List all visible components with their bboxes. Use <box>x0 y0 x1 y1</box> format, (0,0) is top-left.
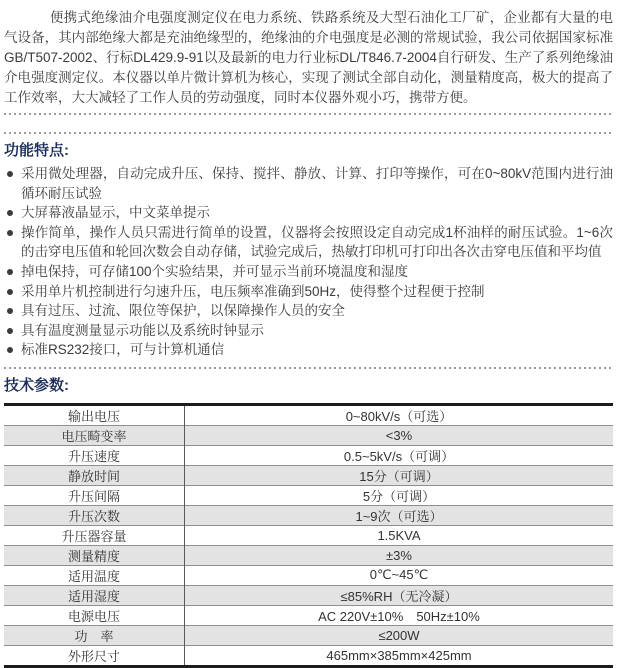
bullet-icon <box>7 171 13 177</box>
spec-value: 0℃~45℃ <box>185 565 614 585</box>
bullet-icon <box>7 308 13 314</box>
spec-label: 电压畸变率 <box>4 425 185 445</box>
spec-label: 升压次数 <box>4 505 185 525</box>
spec-row <box>4 485 613 505</box>
feature-text: 大屏幕液晶显示，中文菜单提示 <box>21 205 210 221</box>
spec-label: 升压器容量 <box>4 525 185 545</box>
spec-row <box>4 505 613 525</box>
spec-value: AC 220V±10% 50Hz±10% <box>185 605 614 625</box>
spec-label: 电源电压 <box>4 605 185 625</box>
spec-label: 适用温度 <box>4 565 185 585</box>
features-heading: 功能特点: <box>4 142 69 159</box>
feature-item <box>4 321 613 341</box>
spec-value: 465mm×385mm×425mm <box>185 645 614 666</box>
spec-label: 升压速度 <box>4 445 185 465</box>
spec-value: ≤85%RH（无冷凝） <box>185 585 614 605</box>
spec-value: <3% <box>185 425 614 445</box>
dotted-separator <box>4 132 613 134</box>
dotted-separator <box>4 367 613 369</box>
bullet-icon <box>7 347 13 353</box>
spec-row <box>4 425 613 445</box>
features-list <box>4 164 613 360</box>
feature-item <box>4 203 613 223</box>
spec-label: 功 率 <box>4 625 185 645</box>
spec-row <box>4 585 613 605</box>
spec-value: 1~9次（可选） <box>185 505 614 525</box>
feature-item <box>4 301 613 321</box>
spec-value: 15分（可调） <box>185 465 614 485</box>
spec-label: 输出电压 <box>4 404 185 425</box>
feature-text: 采用微处理器，自动完成升压、保持、搅拌、静放、计算、打印等操作，可在0~80kV范围内进行油循环耐压试验 <box>21 166 613 201</box>
feature-item <box>4 262 613 282</box>
spec-value: 0~80kV/s（可选） <box>345 408 453 424</box>
feature-item <box>4 340 613 360</box>
spec-row <box>4 465 613 485</box>
spec-value: 1.5KVA <box>185 525 614 545</box>
feature-text: 掉电保持，可存储100个实验结果，并可显示当前环境温度和湿度 <box>21 263 409 279</box>
specs-table <box>4 403 613 668</box>
spec-row <box>4 565 613 585</box>
spec-value: 5分（可调） <box>185 485 614 505</box>
feature-text: 标准RS232接口，可与计算机通信 <box>21 342 225 358</box>
spec-value: 0.5~5kV/s（可调） <box>185 445 614 465</box>
feature-text: 具有过压、过流、限位等保护，以保障操作人员的安全 <box>21 303 345 319</box>
bullet-icon <box>7 210 13 216</box>
specs-heading: 技术参数: <box>4 376 69 394</box>
spec-label: 外形尺寸 <box>4 645 185 666</box>
spec-label: 测量精度 <box>4 545 185 565</box>
bullet-icon <box>7 230 13 236</box>
feature-text: 具有温度测量显示功能以及系统时钟显示 <box>21 322 264 338</box>
spec-label: 升压间隔 <box>4 485 185 505</box>
intro-paragraph: 便携式绝缘油介电强度测定仪在电力系统、铁路系统及大型石油化工厂矿，企业都有大量的电气设备，其内部绝缘大都是充油绝缘型的，绝缘油的介电强度是必测的常规试验，我公司依据国家标准GB/T507-2002、行标DL429.9-91以及最新的电力行业标DL/T846.7-2004自行研发、生产了系列绝缘油介电强度测定仪。本仪器以单片微计算机为核心，实现了测试全部自动化，测量精度高，极大的提高了工作效率，大大减轻了工作人员的劳动强度，同时本仪器外观小巧，携带方便。 <box>4 10 613 105</box>
spec-value: ±3% <box>185 545 614 565</box>
bullet-icon <box>7 328 13 334</box>
feature-text: 采用单片机控制进行匀速升压，电压频率准确到50Hz，使得整个过程便于控制 <box>21 283 485 299</box>
spec-row <box>4 545 613 565</box>
spec-row <box>4 605 613 625</box>
spec-row <box>4 645 613 666</box>
spec-row <box>4 625 613 645</box>
feature-item <box>4 282 613 302</box>
spec-label: 静放时间 <box>4 465 185 485</box>
specs-table-body <box>4 404 613 666</box>
spec-value: ≤200W <box>185 625 614 645</box>
feature-text: 操作简单，操作人员只需进行简单的设置，仪器将会按照设定自动完成1杯油样的耐压试验。1~6次的击穿电压值和轮回次数会自动存储，试验完成后，热敏打印机可打印出各次击穿电压值和平均值 <box>21 224 613 260</box>
spec-label: 适用湿度 <box>4 585 185 605</box>
dotted-separator <box>4 113 613 115</box>
feature-item <box>4 223 613 262</box>
bullet-icon <box>7 269 13 275</box>
spec-row <box>4 525 613 545</box>
feature-item <box>4 164 613 203</box>
bullet-icon <box>7 289 13 295</box>
spec-row <box>4 445 613 465</box>
spec-row <box>4 404 613 425</box>
